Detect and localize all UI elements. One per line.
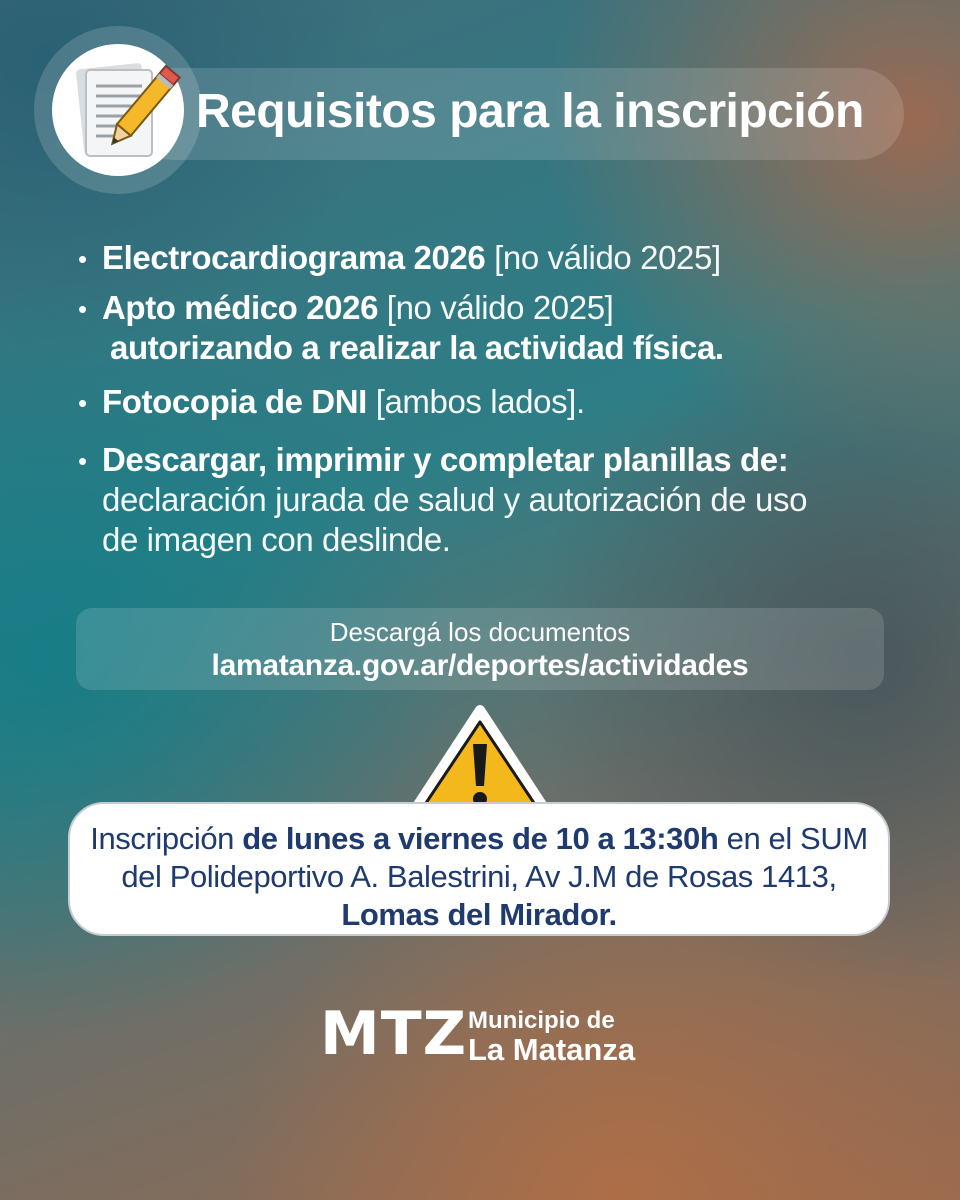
requirement-text: Electrocardiograma 2026 [102, 239, 486, 276]
download-link[interactable]: lamatanza.gov.ar/deportes/actividades [211, 649, 749, 682]
document-pencil-icon [52, 44, 184, 176]
list-item [78, 238, 898, 278]
info-line-3: Lomas del Mirador. [341, 897, 617, 932]
requirement-note: [ambos lados]. [366, 383, 585, 420]
requirement-text-continued: autorizando a realizar la actividad física. [110, 329, 724, 366]
requirement-note: [no válido 2025] [378, 289, 614, 326]
requirement-text-continued: de imagen con deslinde. [102, 521, 451, 558]
bullet: • [78, 446, 88, 476]
info-line-2: del Polideportivo A. Balestrini, Av J.M de Rosas 1413, [121, 859, 837, 894]
requirement-text: Apto médico 2026 [102, 289, 379, 326]
list-item [78, 382, 898, 422]
logo-line-1: Municipio de [468, 1007, 615, 1034]
bullet: • [78, 388, 88, 418]
list-item [78, 440, 898, 560]
registration-info-box [68, 802, 890, 936]
requirement-note: [no válido 2025] [485, 239, 721, 276]
requirement-text-continued: declaración jurada de salud y autorización de uso [102, 481, 808, 518]
bullet: • [78, 294, 88, 324]
info-line-1: Inscripción de lunes a viernes de 10 a 13:30h en el SUM [90, 821, 868, 856]
municipio-logo [320, 999, 650, 1069]
download-box [76, 608, 884, 690]
logo-line-2: La Matanza [468, 1032, 636, 1067]
download-label: Descargá los documentos [329, 617, 631, 647]
logo-mark: MTZ [320, 999, 468, 1069]
list-item [78, 288, 898, 368]
requirement-text: Fotocopia de DNI [102, 383, 367, 420]
requirement-text: Descargar, imprimir y completar planillas de: [102, 441, 789, 478]
page-title: Requisitos para la inscripción [196, 85, 864, 138]
requirements-list [78, 238, 898, 570]
bullet: • [78, 244, 88, 274]
